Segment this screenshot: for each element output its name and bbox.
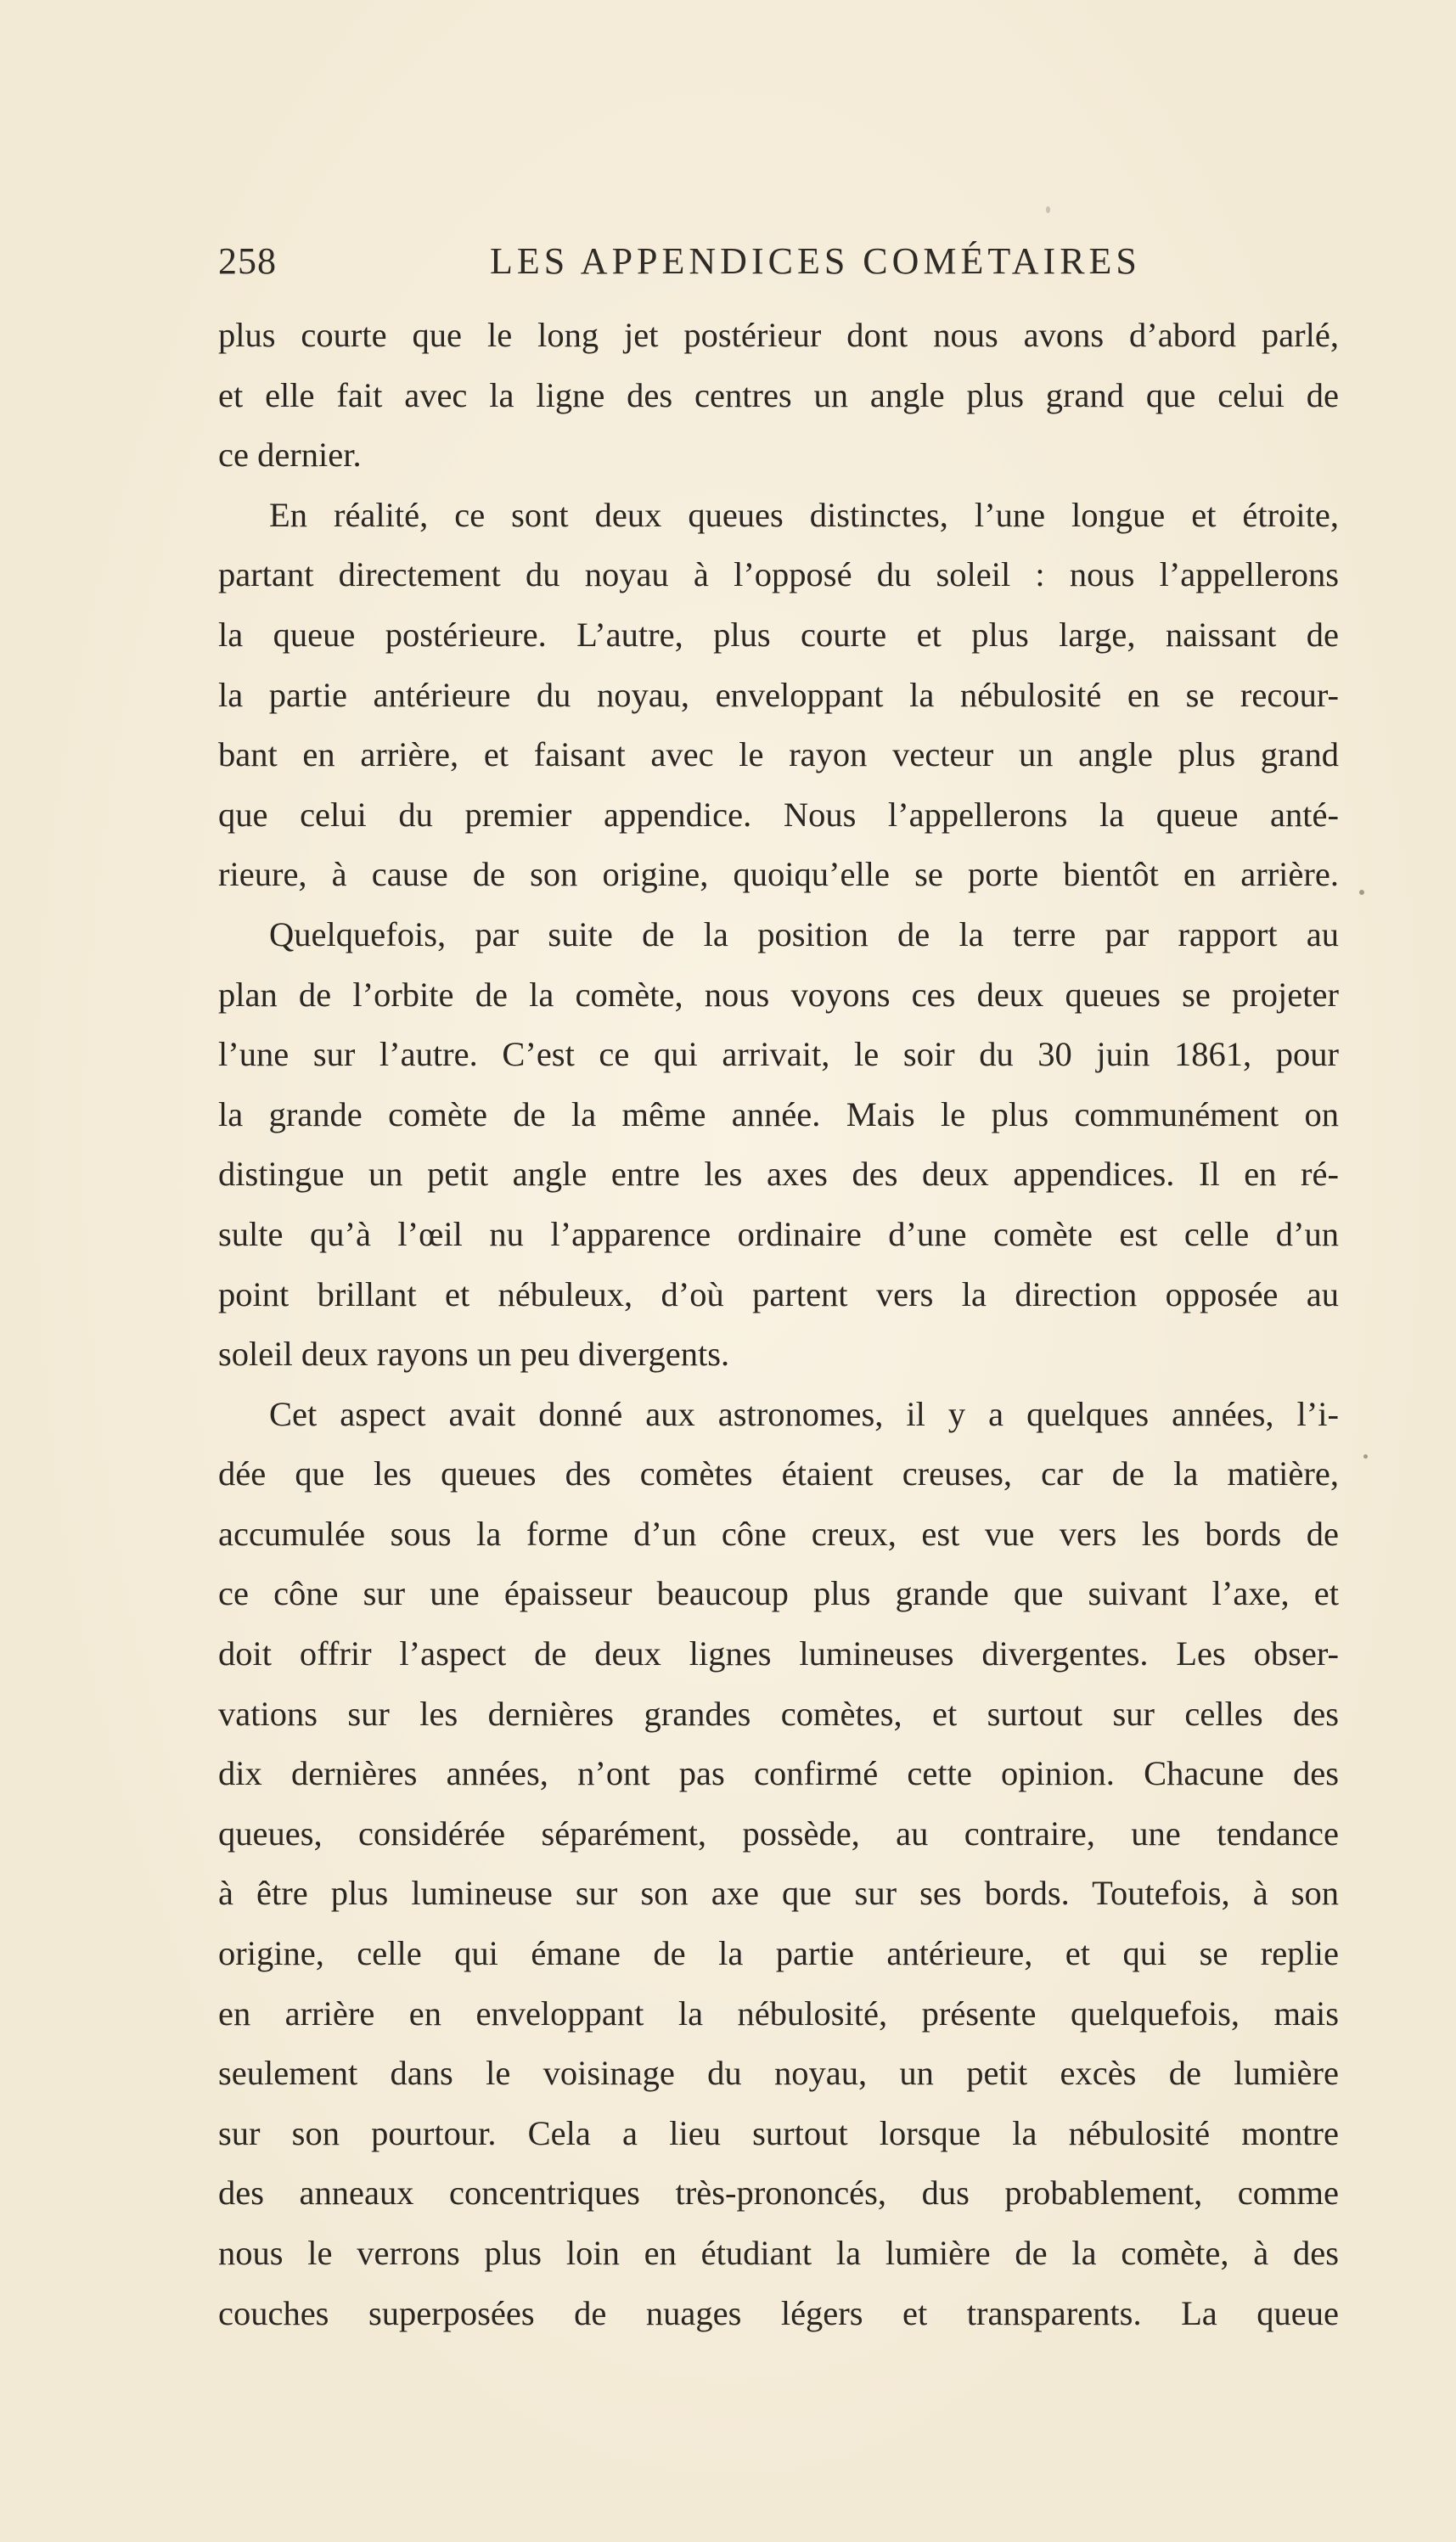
text-line: soleil deux rayons un peu divergents. — [218, 1335, 730, 1374]
text-line: la queue postérieure. L’autre, plus courte et plus large, naissant de — [218, 615, 1339, 654]
body-text — [218, 306, 1339, 2343]
text-line: origine, celle qui émane de la partie antérieure, et qui se replie — [218, 1934, 1339, 1973]
text-line: bant en arrière, et faisant avec le rayon vecteur un angle plus grand — [218, 735, 1339, 774]
text-line: plus courte que le long jet postérieur dont nous avons d’abord parlé, — [218, 316, 1339, 354]
text-line: nous le verrons plus loin en étudiant la lumière de la comète, à des — [218, 2234, 1339, 2272]
text-line: des anneaux concentriques très-prononcés, dus probablement, comme — [218, 2174, 1339, 2213]
running-head — [218, 239, 1339, 290]
paragraph-start-line: Cet aspect avait donné aux astronomes, il y a quelques années, l’i- — [269, 1394, 1339, 1433]
paragraph-start-line: En réalité, ce sont deux queues distinctes, l’une longue et étroite, — [269, 495, 1339, 534]
text-line: l’une sur l’autre. C’est ce qui arrivait, le soir du 30 juin 1861, pour — [218, 1035, 1339, 1074]
text-line: sulte qu’à l’œil nu l’apparence ordinaire d’une comète est celle d’un — [218, 1214, 1339, 1253]
paper-speck — [1046, 206, 1050, 213]
text-line: seulement dans le voisinage du noyau, un petit excès de lumière — [218, 2054, 1339, 2093]
text-line: la grande comète de la même année. Mais le plus communément on — [218, 1094, 1339, 1133]
paragraph-start-line: Quelquefois, par suite de la position de la terre par rapport au — [269, 914, 1339, 953]
text-line: accumulée sous la forme d’un cône creux, est vue vers les bords de — [218, 1514, 1339, 1553]
text-line: dix dernières années, n’ont pas confirmé cette opinion. Chacune des — [218, 1754, 1339, 1793]
text-line: et elle fait avec la ligne des centres un angle plus grand que celui de — [218, 375, 1339, 414]
text-line: en arrière en enveloppant la nébulosité, présente quelquefois, mais — [218, 1994, 1339, 2033]
text-line: que celui du premier appendice. Nous l’appellerons la queue anté- — [218, 795, 1339, 834]
paper-speck — [1359, 890, 1364, 895]
page-number: 258 — [218, 240, 277, 282]
paper-speck — [1363, 1454, 1368, 1459]
text-line: à être plus lumineuse sur son axe que sur ses bords. Toutefois, à son — [218, 1874, 1339, 1913]
text-line: la partie antérieure du noyau, enveloppant la nébulosité en se recour- — [218, 675, 1339, 714]
text-line: sur son pourtour. Cela a lieu surtout lorsque la nébulosité montre — [218, 2113, 1339, 2152]
text-line: distingue un petit angle entre les axes des deux appendices. Il en ré- — [218, 1155, 1339, 1194]
text-line: couches superposées de nuages légers et transparents. La queue — [218, 2293, 1339, 2332]
text-line: dée que les queues des comètes étaient creuses, car de la matière, — [218, 1454, 1339, 1493]
text-line: partant directement du noyau à l’opposé du soleil : nous l’appellerons — [218, 555, 1339, 594]
running-title: LES APPENDICES COMÉTAIRES — [490, 240, 1141, 282]
text-line: vations sur les dernières grandes comètes, et surtout sur celles des — [218, 1694, 1339, 1733]
text-line: plan de l’orbite de la comète, nous voyons ces deux queues se projeter — [218, 975, 1339, 1014]
text-line: queues, considérée séparément, possède, au contraire, une tendance — [218, 1814, 1339, 1853]
text-line: ce dernier. — [218, 436, 362, 475]
text-line: rieure, à cause de son origine, quoiqu’elle se porte bientôt en arrière. — [218, 855, 1339, 894]
text-line: point brillant et nébuleux, d’où partent vers la direction opposée au — [218, 1274, 1339, 1313]
text-line: ce cône sur une épaisseur beaucoup plus grande que suivant l’axe, et — [218, 1574, 1339, 1613]
text-line: doit offrir l’aspect de deux lignes lumineuses divergentes. Les obser- — [218, 1634, 1339, 1673]
